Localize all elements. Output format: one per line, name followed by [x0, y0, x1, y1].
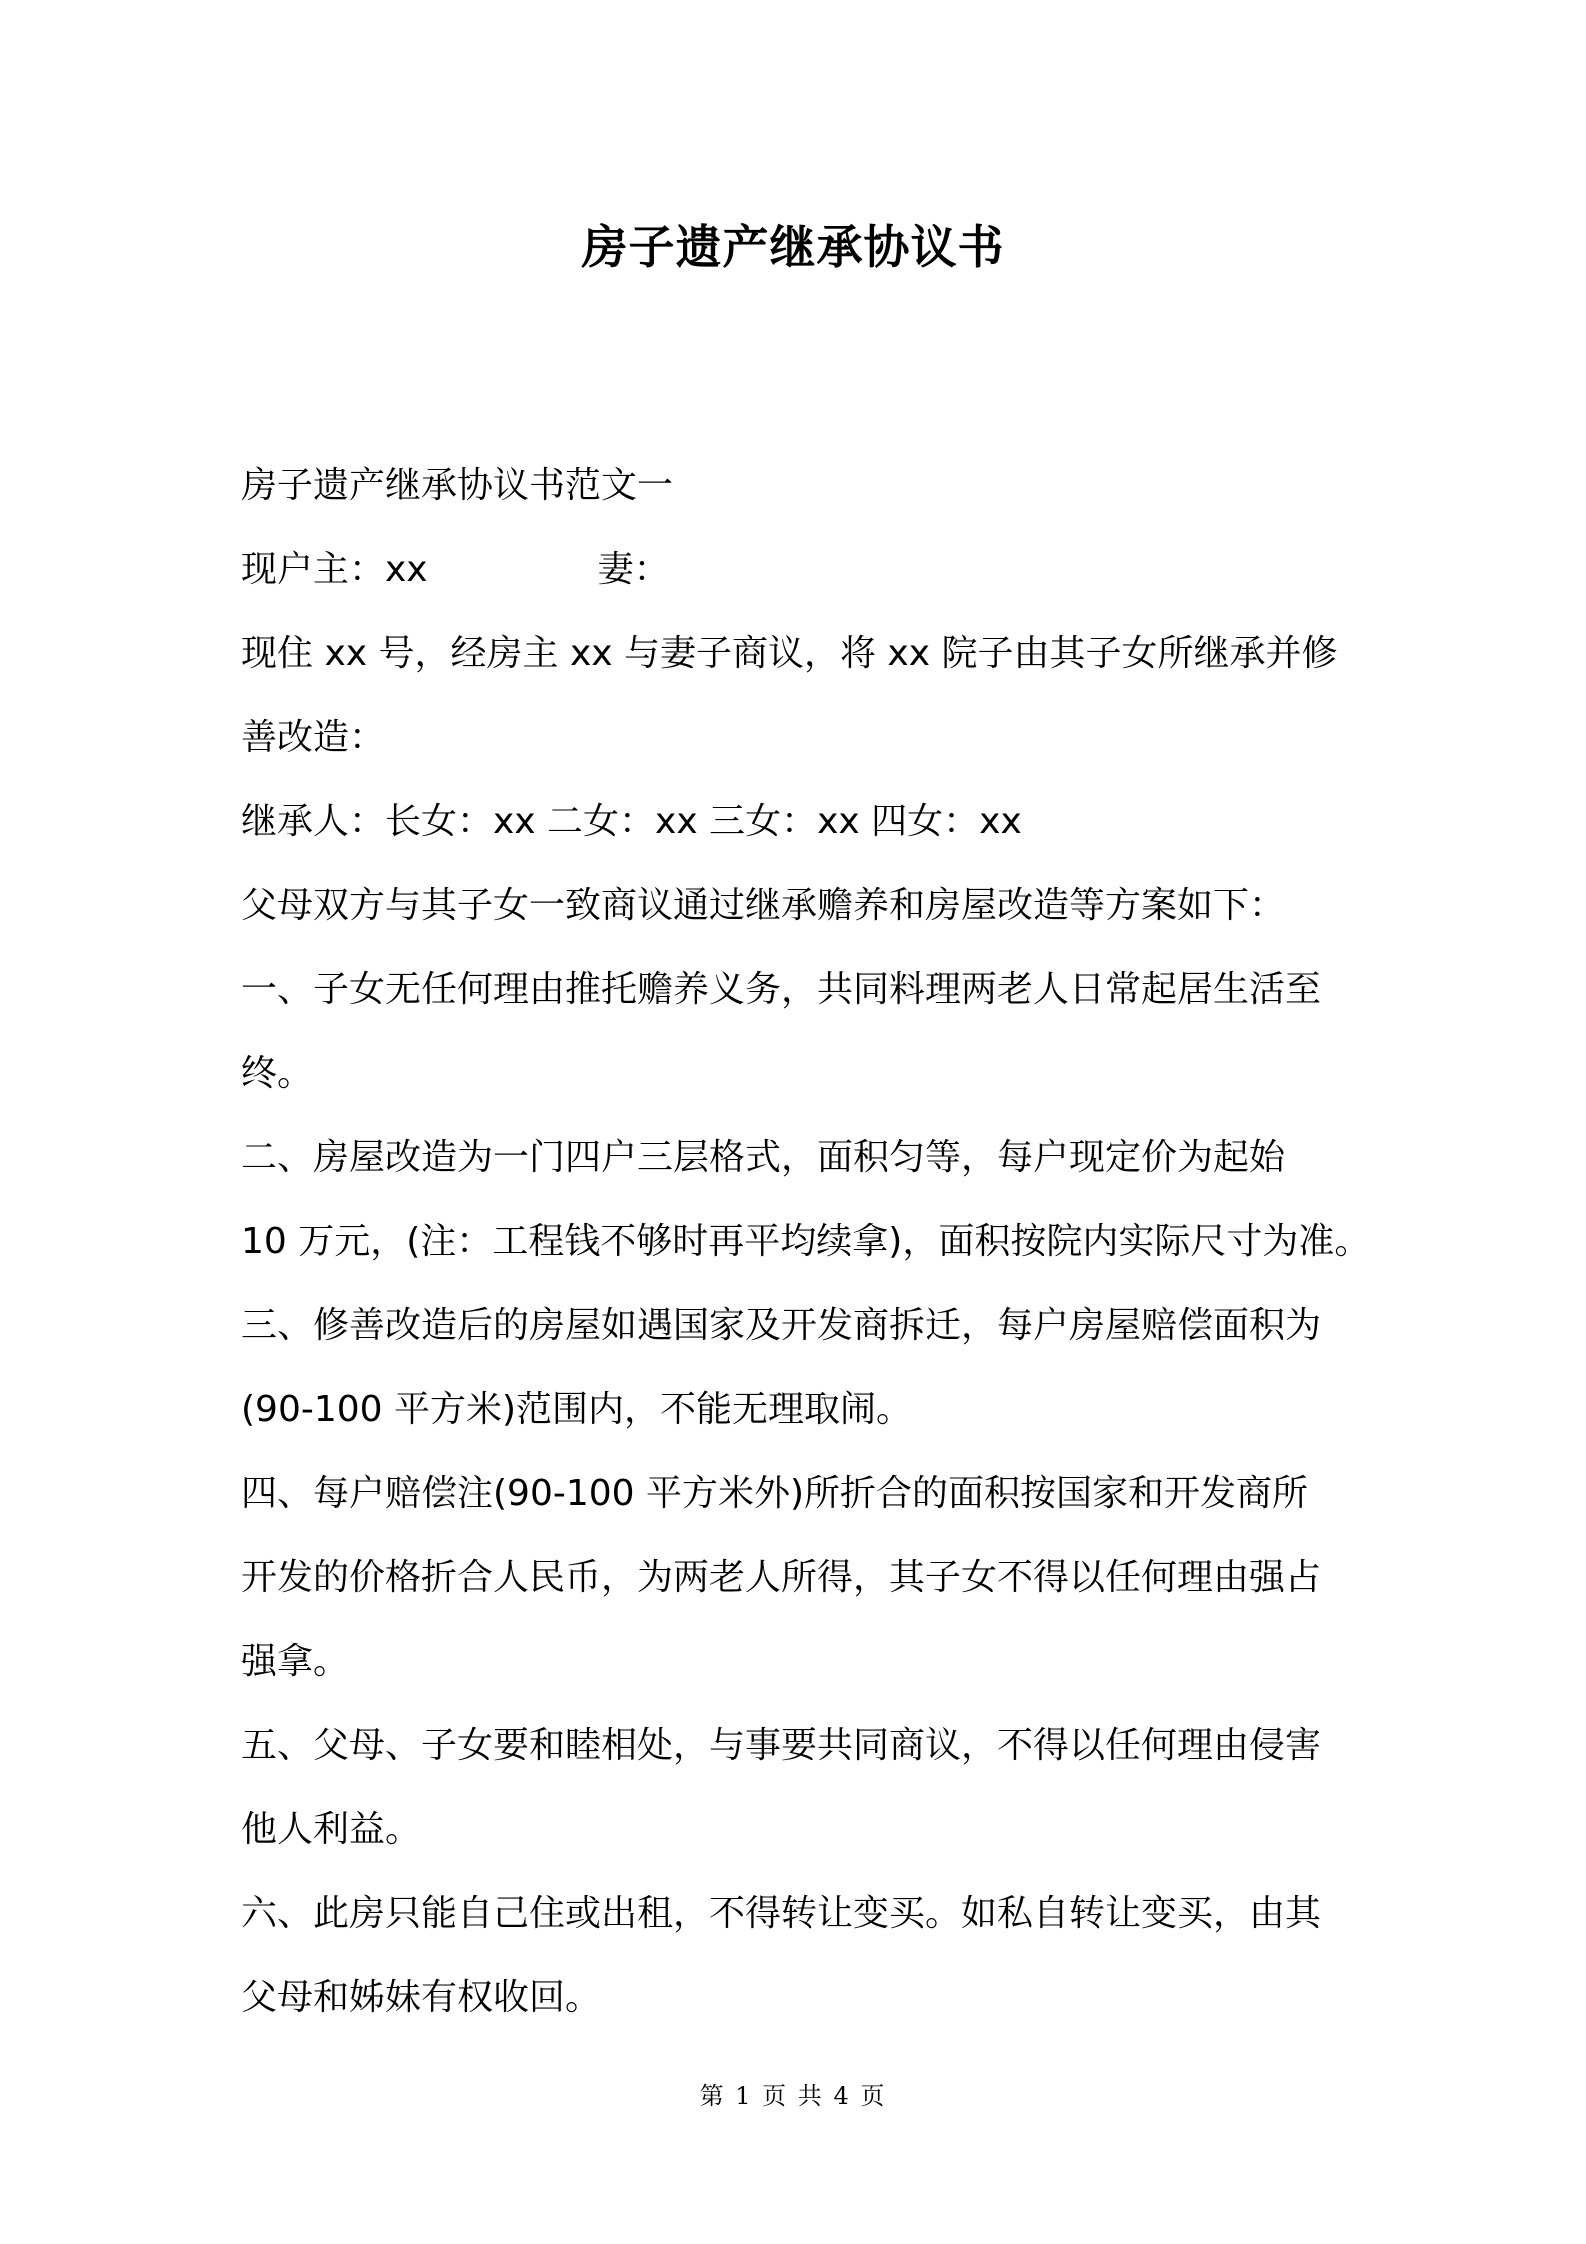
section-heading: 房子遗产继承协议书范文一	[241, 465, 674, 506]
owner-line	[241, 528, 1351, 612]
clause-4-cont: 开发的价格折合人民币，为两老人所得，其子女不得以任何理由强占	[241, 1557, 1322, 1598]
clause-4: 四、每户赔偿注(90-100 平方米外)所折合的面积按国家和开发商所	[241, 1473, 1309, 1514]
clause-4-cont: 强拿。	[241, 1641, 350, 1682]
paragraph-line: 善改造：	[241, 717, 386, 758]
document-title: 房子遗产继承协议书	[581, 220, 1005, 274]
clause-1-cont: 终。	[241, 1053, 314, 1094]
clause-2-cont: 10 万元，(注：工程钱不够时再平均续拿)，面积按院内实际尺寸为准。	[241, 1221, 1371, 1262]
clause-2: 二、房屋改造为一门四户三层格式，面积匀等，每户现定价为起始	[241, 1137, 1286, 1178]
clause-5-cont: 他人利益。	[241, 1809, 422, 1850]
heirs-line: 继承人：长女：xx 二女：xx 三女：xx 四女：xx	[241, 801, 1022, 842]
clause-6-cont: 父母和姊妹有权收回。	[241, 1977, 602, 2018]
document-body	[241, 444, 1371, 2040]
clause-3: 三、修善改造后的房屋如遇国家及开发商拆迁，每户房屋赔偿面积为	[241, 1305, 1322, 1346]
paragraph-line: 现住 xx 号，经房主 xx 与妻子商议，将 xx 院子由其子女所继承并修	[241, 633, 1338, 674]
clause-5: 五、父母、子女要和睦相处，与事要共同商议，不得以任何理由侵害	[241, 1725, 1322, 1766]
clause-3-cont: (90-100 平方米)范围内，不能无理取闹。	[241, 1389, 913, 1430]
clause-6: 六、此房只能自己住或出租，不得转让变买。如私自转让变买，由其	[241, 1893, 1322, 1934]
page-footer: 第 1 页 共 4 页	[699, 2082, 887, 2110]
wife-label: 妻：	[597, 549, 670, 590]
paragraph-line: 父母双方与其子女一致商议通过继承赡养和房屋改造等方案如下：	[241, 885, 1286, 926]
clause-1: 一、子女无任何理由推托赡养义务，共同料理两老人日常起居生活至	[241, 969, 1322, 1010]
owner-label: 现户主：xx	[241, 549, 428, 590]
